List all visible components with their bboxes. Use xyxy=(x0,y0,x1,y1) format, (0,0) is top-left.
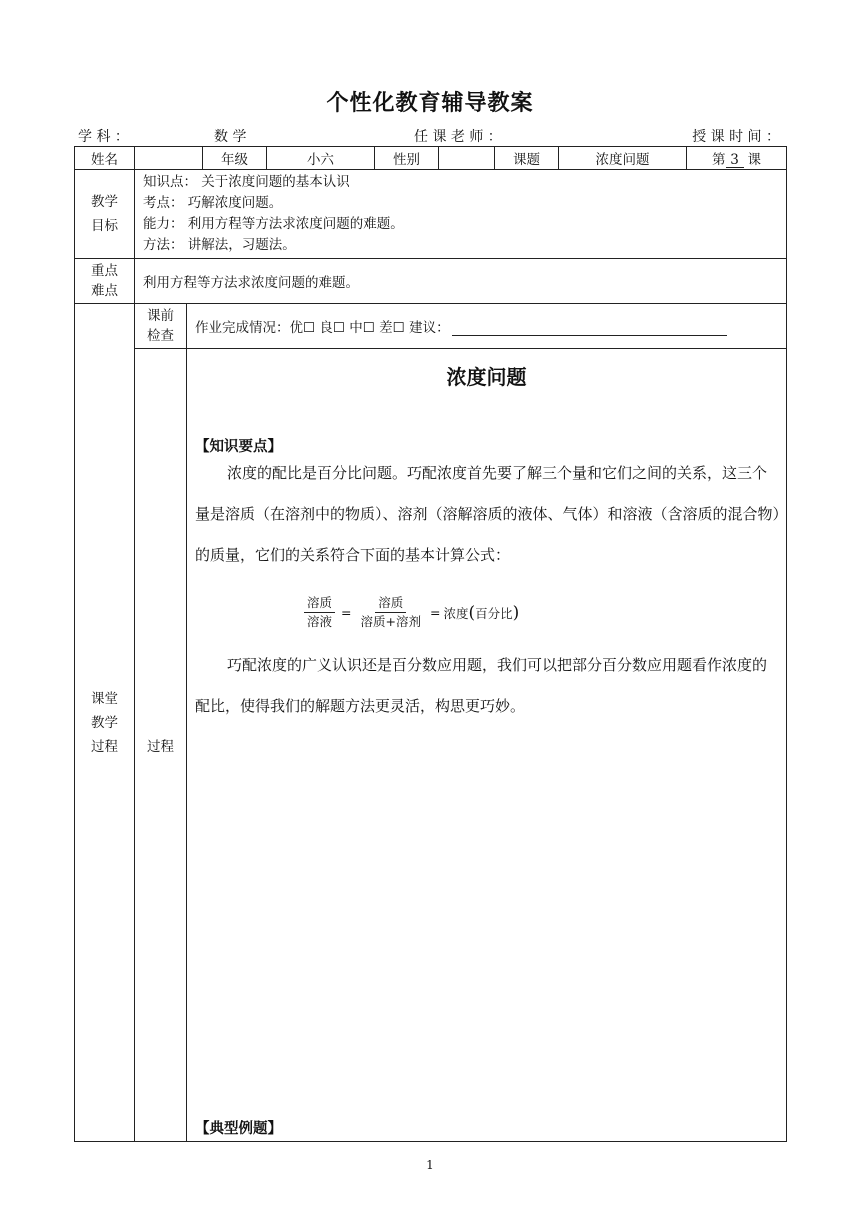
process-label-line: 教学 xyxy=(91,714,118,731)
fraction-solute-solution xyxy=(304,595,335,630)
process-section-label xyxy=(75,304,135,1142)
goal-line: 考点： 巧解浓度问题。 xyxy=(143,195,283,211)
goal-line: 方法： 讲解法，习题法。 xyxy=(143,237,296,253)
time-label: 授 课 时 间 ： xyxy=(692,129,780,145)
name-field[interactable] xyxy=(135,147,203,170)
key-points-label-line: 重点 xyxy=(91,263,118,279)
paren-close: ) xyxy=(512,602,520,623)
paren-open: ( xyxy=(468,602,476,623)
lesson-number: 3 xyxy=(726,153,744,168)
lesson-plan-table xyxy=(74,146,787,1142)
knowledge-paragraph: 浓度的配比是百分比问题。巧配浓度首先要了解三个量和它们之间的关系，这三个量是溶质（在溶剂中的物质）、溶剂（溶解溶质的液体、气体）和溶液（含溶质的混合物）的质量，它们的关系符合下面的基本计算公式： xyxy=(195,464,781,564)
process-label: 过程 xyxy=(135,349,187,1142)
precheck-row xyxy=(75,304,787,349)
name-label: 姓名 xyxy=(75,147,135,170)
topic-value: 浓度问题 xyxy=(559,147,687,170)
document-title: 个性化教育辅导教案 xyxy=(326,91,534,116)
gender-field[interactable] xyxy=(439,147,495,170)
fraction-numerator: 溶质 xyxy=(304,595,335,613)
precheck-label-line: 课前 xyxy=(147,308,174,324)
homework-text: 作业完成情况：优☐ 良☐ 中☐ 差☐ 建议： xyxy=(195,320,450,336)
process-content xyxy=(187,349,787,1142)
lesson-number-cell xyxy=(687,147,787,170)
lesson-prefix: 第 xyxy=(712,152,726,168)
fraction-denominator: 溶液 xyxy=(307,614,333,629)
goals-row xyxy=(75,170,787,259)
goals-label-line: 教学 xyxy=(91,194,118,210)
concentration-formula xyxy=(301,595,519,630)
info-row xyxy=(75,147,787,170)
process-label-line: 课堂 xyxy=(91,690,118,707)
fraction-numerator: 溶质 xyxy=(375,595,406,613)
goal-line: 能力： 利用方程等方法求浓度问题的难题。 xyxy=(143,216,404,232)
precheck-label-line: 检查 xyxy=(147,328,174,344)
lesson-suffix: 课 xyxy=(747,152,761,168)
precheck-label xyxy=(135,304,187,349)
suggestion-line[interactable] xyxy=(452,321,727,336)
grade-value: 小六 xyxy=(267,147,375,170)
process-label-line: 过程 xyxy=(91,738,118,755)
goals-label-line: 目标 xyxy=(91,218,118,234)
page-number: 1 xyxy=(426,1158,434,1172)
key-points-label-line: 难点 xyxy=(91,283,118,299)
fraction-denominator: 溶质+溶剂 xyxy=(360,614,421,629)
formula-result: 浓度 xyxy=(443,605,469,621)
homework-check xyxy=(187,304,787,349)
process-row xyxy=(75,349,787,1142)
teacher-label: 任 课 老 师 ： xyxy=(414,129,502,145)
gender-label: 性别 xyxy=(375,147,439,170)
lesson-title: 浓度问题 xyxy=(446,365,527,389)
goals-content xyxy=(135,170,787,259)
topic-label: 课题 xyxy=(495,147,559,170)
meta-row xyxy=(74,126,786,146)
broad-understanding-paragraph: 巧配浓度的广义认识还是百分数应用题，我们可以把部分百分数应用题看作浓度的配比，使得我们的解题方法更灵活，构思更巧妙。 xyxy=(195,656,768,715)
goal-line: 知识点： 关于浓度问题的基本认识 xyxy=(143,174,350,190)
equals-sign: = xyxy=(341,605,352,620)
fraction-solute-sum xyxy=(358,595,424,630)
equals-sign: = xyxy=(429,605,441,620)
grade-label: 年级 xyxy=(203,147,267,170)
key-points-row xyxy=(75,259,787,304)
example-heading: 【典型例题】 xyxy=(195,1121,282,1137)
key-points-label xyxy=(75,259,135,304)
goals-label xyxy=(75,170,135,259)
knowledge-heading: 【知识要点】 xyxy=(195,439,282,455)
formula-percent: 百分比 xyxy=(475,605,513,621)
subject-value: 数 学 xyxy=(214,129,247,145)
key-points-content: 利用方程等方法求浓度问题的难题。 xyxy=(135,259,787,304)
subject-label: 学 科 ： xyxy=(78,129,129,145)
